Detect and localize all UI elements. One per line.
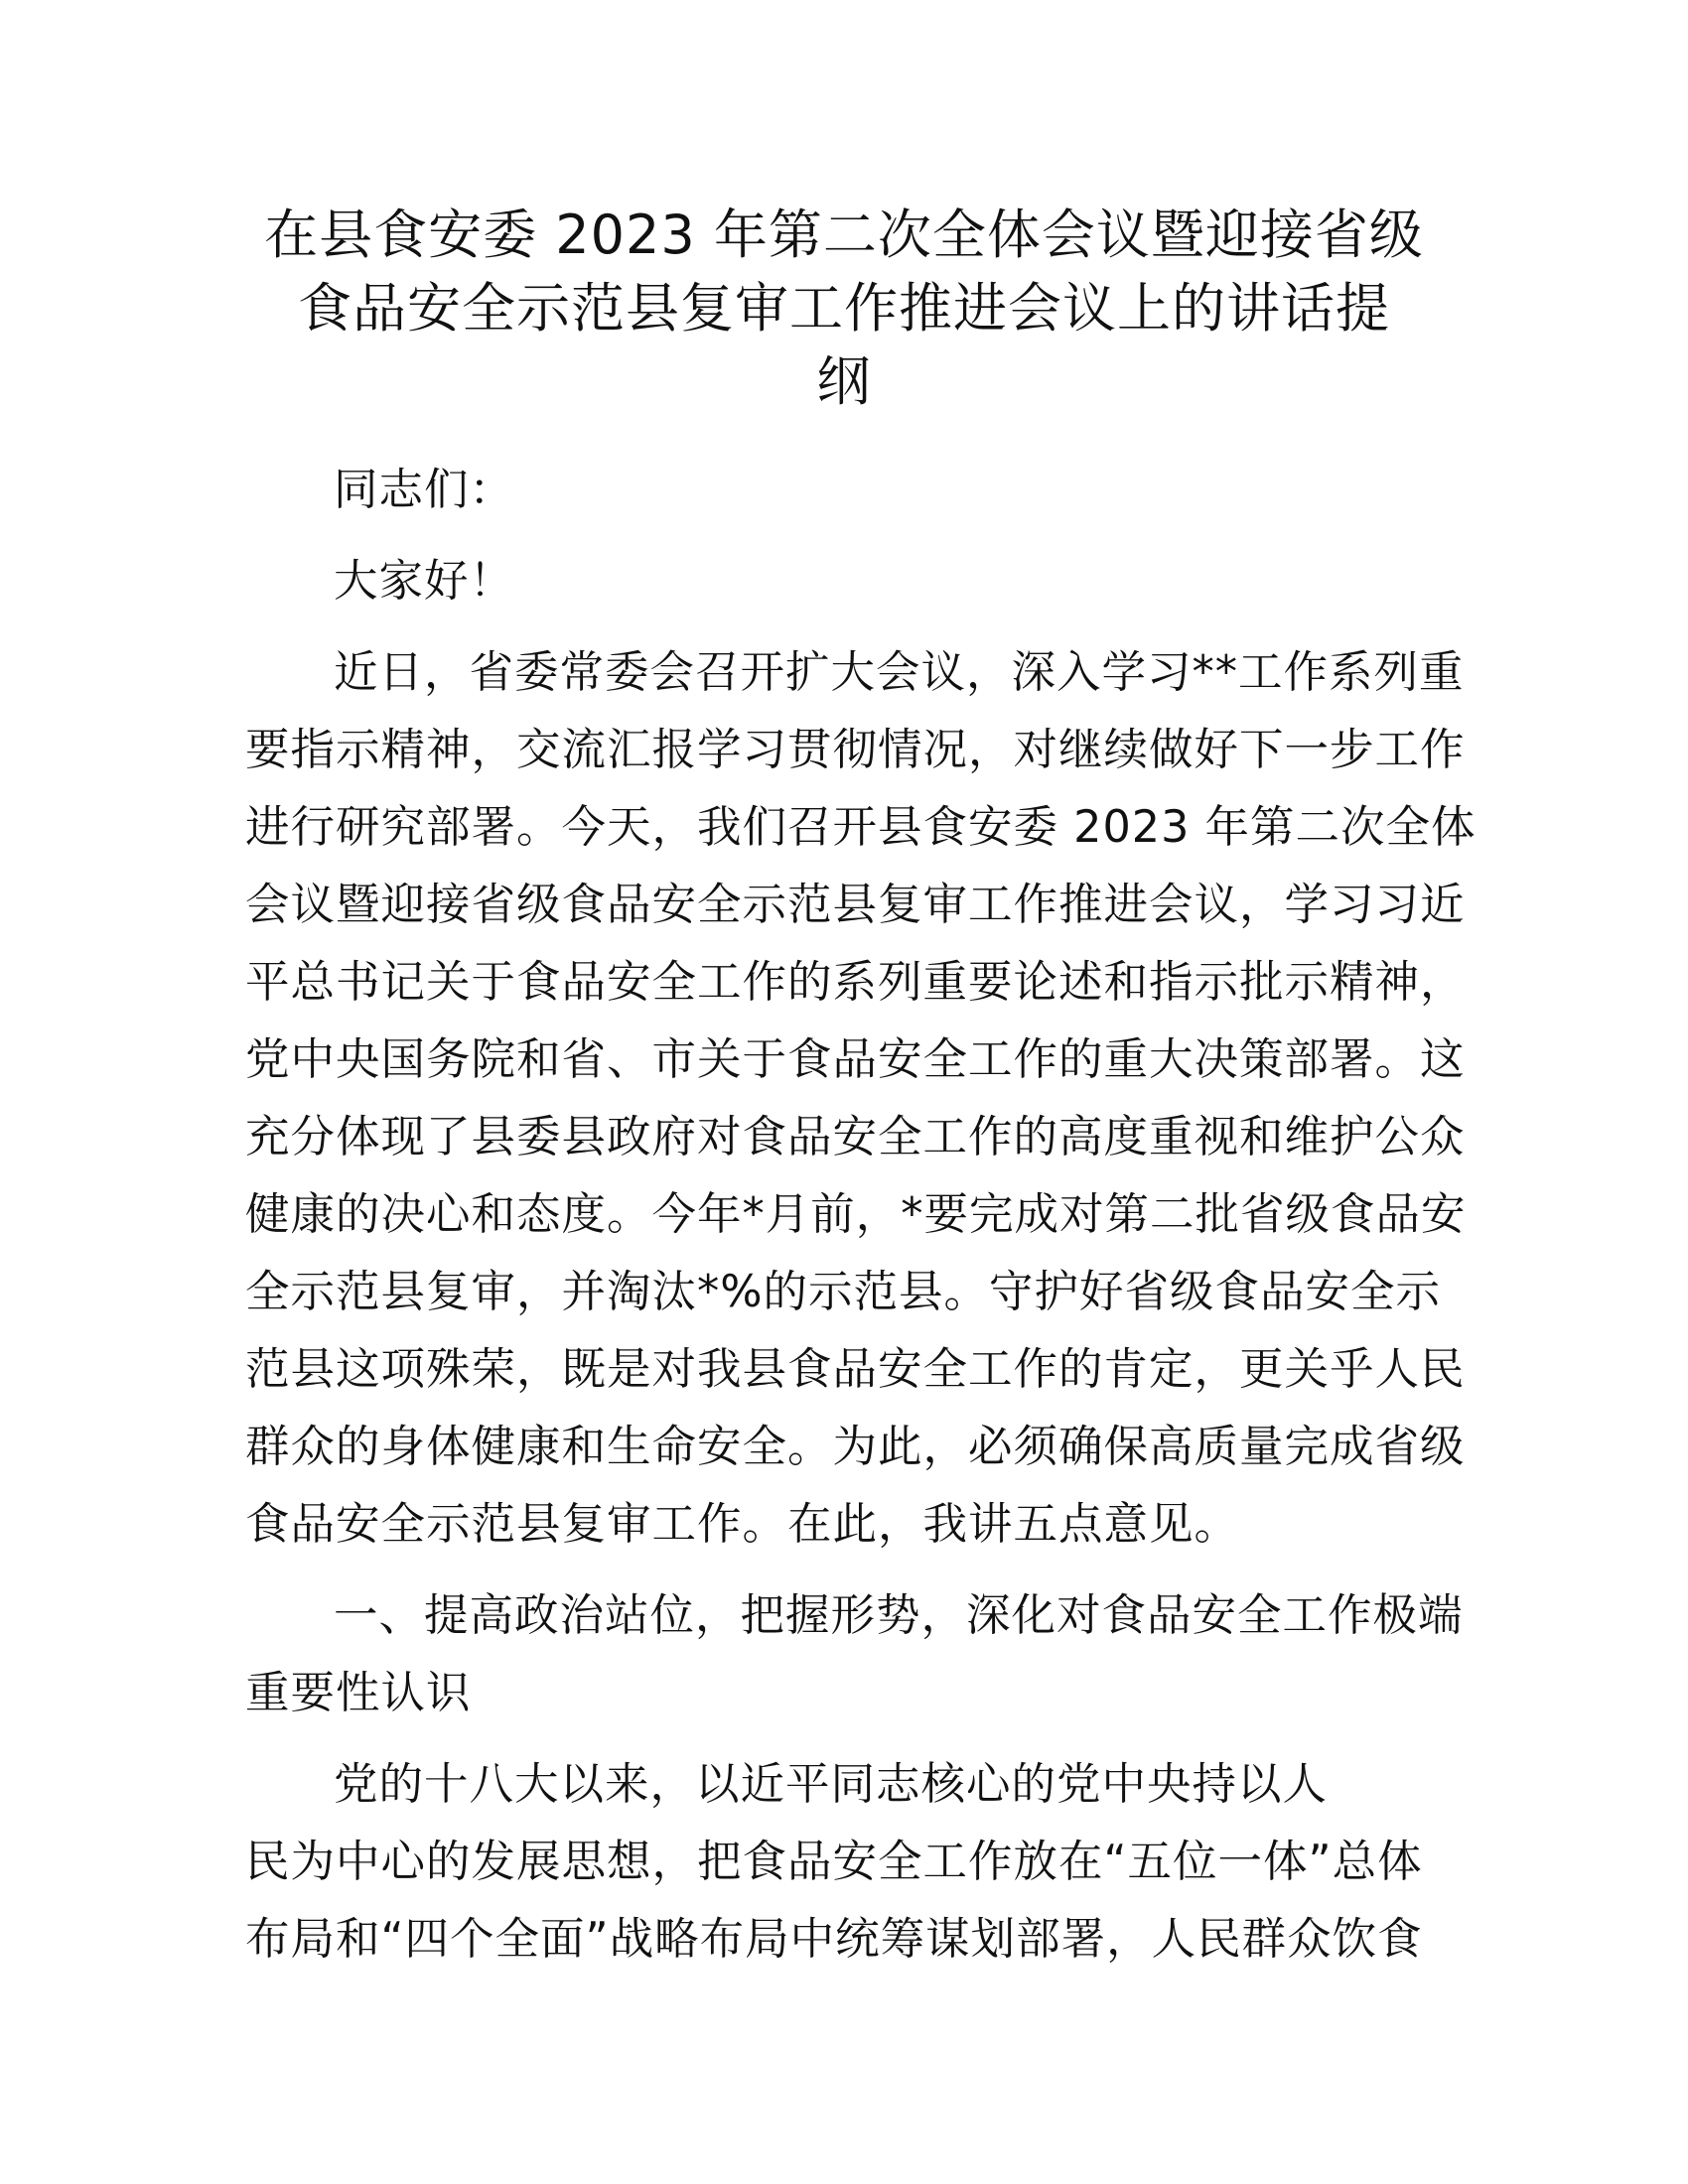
section-heading-1 <box>245 1577 1464 1732</box>
paragraph-line: 食品安全示范县复审工作。在此，我讲五点意见。 <box>245 1499 1240 1550</box>
heading-line: 重要性认识 <box>245 1668 472 1718</box>
salutation-text: 同志们： <box>334 465 515 515</box>
paragraph-line: 群众的身体健康和生命安全。为此，必须确保高质量完成省级 <box>245 1422 1466 1472</box>
greeting-text: 大家好！ <box>334 556 515 607</box>
heading-line: 一、提高政治站位，把握形势，深化对食品安全工作极端 <box>334 1590 1464 1641</box>
paragraph-line: 平总书记关于食品安全工作的系列重要论述和指示批示精神， <box>245 957 1466 1008</box>
paragraph-line: 充分体现了县委县政府对食品安全工作的高度重视和维护公众 <box>245 1112 1466 1162</box>
paragraph-line: 党中央国务院和省、市关于食品安全工作的重大决策部署。这 <box>245 1034 1466 1085</box>
paragraph-line: 范县这项殊荣，既是对我县食品安全工作的肯定，更关乎人民 <box>245 1344 1466 1395</box>
document-body <box>245 452 1477 1979</box>
paragraph-line: 党的十八大以来，以近平同志核心的党中央持以人 <box>334 1759 1329 1810</box>
greeting <box>245 543 1443 620</box>
document-title <box>228 199 1460 419</box>
paragraph-line: 近日，省委常委会召开扩大会议，深入学习**工作系列重 <box>334 647 1465 698</box>
paragraph-section-1 <box>245 1746 1443 1979</box>
paragraph-line: 健康的决心和态度。今年*月前，*要完成对第二批省级食品安 <box>245 1189 1467 1240</box>
title-line: 纲 <box>816 350 872 413</box>
title-line: 在县食安委 2023 年第二次全体会议暨迎接省级 <box>264 204 1424 266</box>
salutation <box>245 452 1443 529</box>
paragraph-line: 会议暨迎接省级食品安全示范县复审工作推进会议，学习习近 <box>245 880 1466 930</box>
paragraph-line: 民为中心的发展思想，把食品安全工作放在“五位一体”总体 <box>245 1837 1423 1887</box>
paragraph-line: 要指示精神，交流汇报学习贯彻情况，对继续做好下一步工作 <box>245 725 1466 775</box>
paragraph-line: 全示范县复审，并淘汰*%的示范县。守护好省级食品安全示 <box>245 1267 1442 1317</box>
paragraph-line: 布局和“四个全面”战略布局中统筹谋划部署，人民群众饮食 <box>245 1914 1423 1965</box>
title-line: 食品安全示范县复审工作推进会议上的讲话提 <box>298 277 1390 340</box>
paragraph-line: 进行研究部署。今天，我们召开县食安委 2023 年第二次全体 <box>245 802 1477 853</box>
paragraph-intro <box>245 634 1477 1564</box>
